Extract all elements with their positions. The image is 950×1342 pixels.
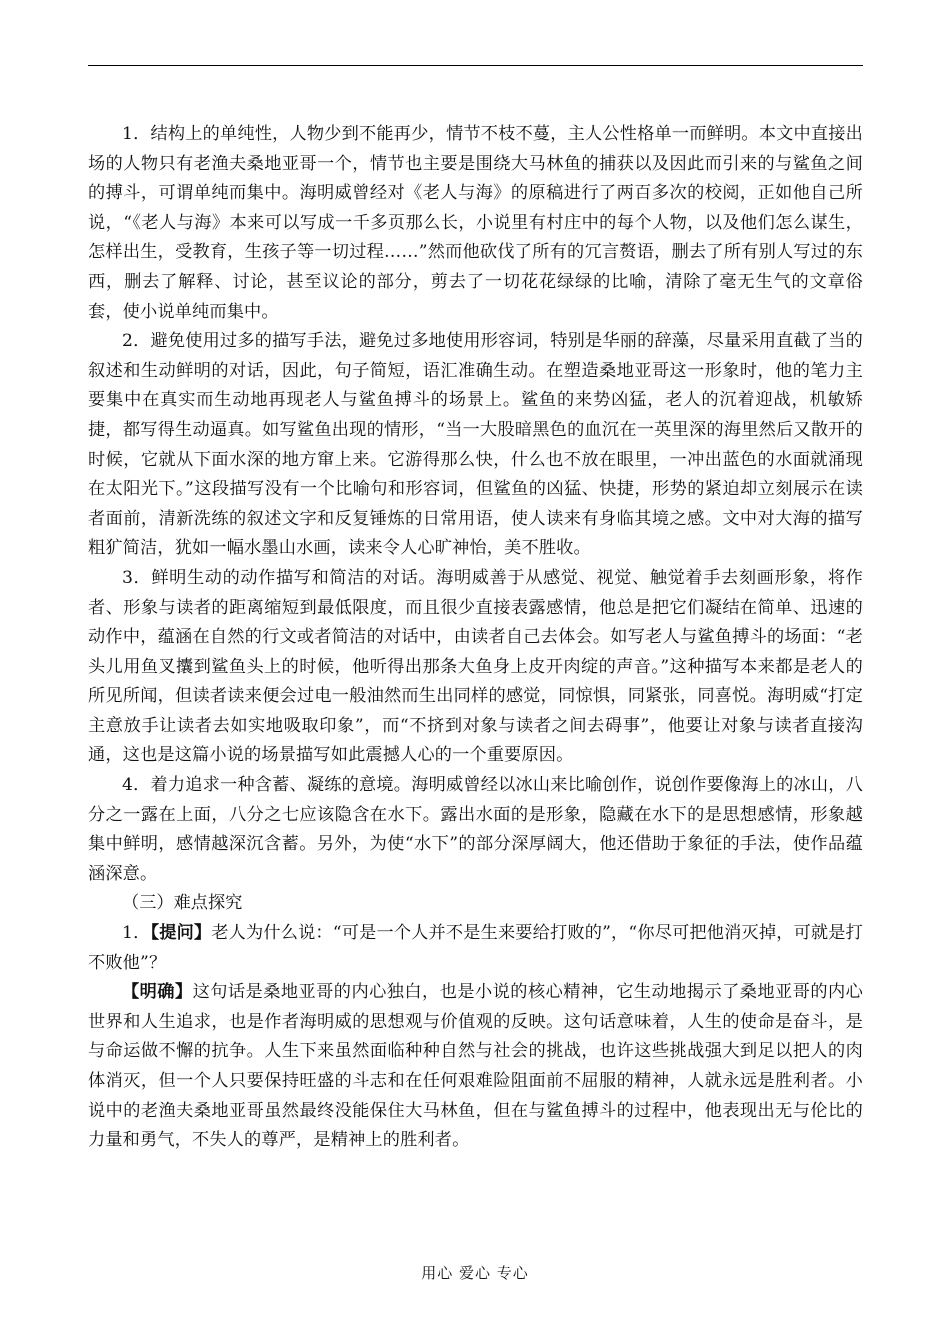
section-heading: （三）难点探究 [122, 893, 243, 914]
question-number: 1． [122, 923, 151, 944]
document-body [88, 120, 863, 1156]
question-paragraph [88, 919, 863, 978]
answer-paragraph [88, 978, 863, 1156]
answer-label: 【明确】 [122, 982, 193, 1003]
paragraph-description: 2．避免使用过多的描写手法，避免过多地使用形容词，特别是华丽的辞藻，尽量采用直截了当的叙述和生动鲜明的对话，因此，句子简短，语汇准确生动。在塑造桑地亚哥这一形象时，他的笔力主要集中在真实而生动地再现老人与鲨鱼搏斗的场景上。鲨鱼的来势凶猛，老人的沉着迎战，机敏矫捷，都写得生动逼真。如写鲨鱼出现的情形，“当一大股暗黑色的血沉在一英里深的海里然后又散开的时候，它就从下面水深的地方窜上来。它游得那么快，什么也不放在眼里，一冲出蓝色的水面就涌现在太阳光下。”这段描写没有一个比喻句和形容词，但鲨鱼的凶猛、快捷，形势的紧迫却立刻展示在读者面前，清新洗练的叙述文字和反复锤炼的日常用语，使人读来有身临其境之感。文中对大海的描写粗犷简洁，犹如一幅水墨山水画，读来令人心旷神怡，美不胜收。 [88, 331, 863, 559]
paragraph-action: 3．鲜明生动的动作描写和简洁的对话。海明威善于从感觉、视觉、触觉着手去刻画形象，将作者、形象与读者的距离缩短到最低限度，而且很少直接表露感情，他总是把它们凝结在简单、迅速的动作中，蕴涵在自然的行文或者简洁的对话中，由读者自己去体会。如写老人与鲨鱼搏斗的场面：“老头儿用鱼叉攮到鲨鱼头上的时候，他听得出那条大鱼身上皮开肉绽的声音。”这种描写本来都是老人的所见所闻，但读者读来便会过电一般油然而生出同样的感觉，同惊惧，同紧张，同喜悦。海明威“打定主意放手让读者去如实地吸取印象”，而“不挤到对象与读者之间去碍事”，他要让对象与读者直接沟通，这也是这篇小说的场景描写如此震撼人心的一个重要原因。 [88, 567, 863, 766]
question-text: 老人为什么说：“可是一个人并不是生来要给打败的”，“你尽可把他消灭掉，可就是打不败他”？ [88, 923, 863, 973]
paragraph-iceberg: 4．着力追求一种含蓄、凝练的意境。海明威曾经以冰山来比喻创作，说创作要像海上的冰山，八分之一露在上面，八分之七应该隐含在水下。露出水面的是形象，隐藏在水下的是思想感情，形象越集中鲜明，感情越深沉含蓄。另外，为使“水下”的部分深厚阔大，他还借助于象征的手法，使作品蕴涵深意。 [88, 775, 863, 884]
header-rule [88, 65, 863, 66]
paragraph-structure: 1．结构上的单纯性，人物少到不能再少，情节不枝不蔓，主人公性格单一而鲜明。本文中直接出场的人物只有老渔夫桑地亚哥一个，情节也主要是围绕大马林鱼的捕获以及因此而引来的与鲨鱼之间的搏斗，可谓单纯而集中。海明威曾经对《老人与海》的原稿进行了两百多次的校阅，正如他自己所说，“《老人与海》本来可以写成一千多页那么长，小说里有村庄中的每个人物，以及他们怎么谋生，怎样出生，受教育，生孩子等一切过程……”然而他砍伐了所有的冗言赘语，删去了所有别人写过的东西，删去了解释、讨论，甚至议论的部分，剪去了一切花花绿绿的比喻，清除了毫无生气的文章俗套，使小说单纯而集中。 [88, 124, 863, 322]
question-label: 【提问】 [150, 923, 212, 944]
page-footer: 用心 爱心 专心 [421, 1264, 529, 1282]
answer-text: 这句话是桑地亚哥的内心独白，也是小说的核心精神，它生动地揭示了桑地亚哥的内心世界和人生追求，也是作者海明威的思想观与价值观的反映。这句话意味着，人生的使命是奋斗，是与命运做不懈的抗争。人生下来虽然面临种种自然与社会的挑战，也许这些挑战强大到足以把人的肉体消灭，但一个人只要保持旺盛的斗志和在任何艰难险阻面前不屈服的精神，人就永远是胜利者。小说中的老渔夫桑地亚哥虽然最终没能保住大马林鱼，但在与鲨鱼搏斗的过程中，他表现出无与伦比的力量和勇气，不失人的尊严，是精神上的胜利者。 [88, 982, 863, 1151]
